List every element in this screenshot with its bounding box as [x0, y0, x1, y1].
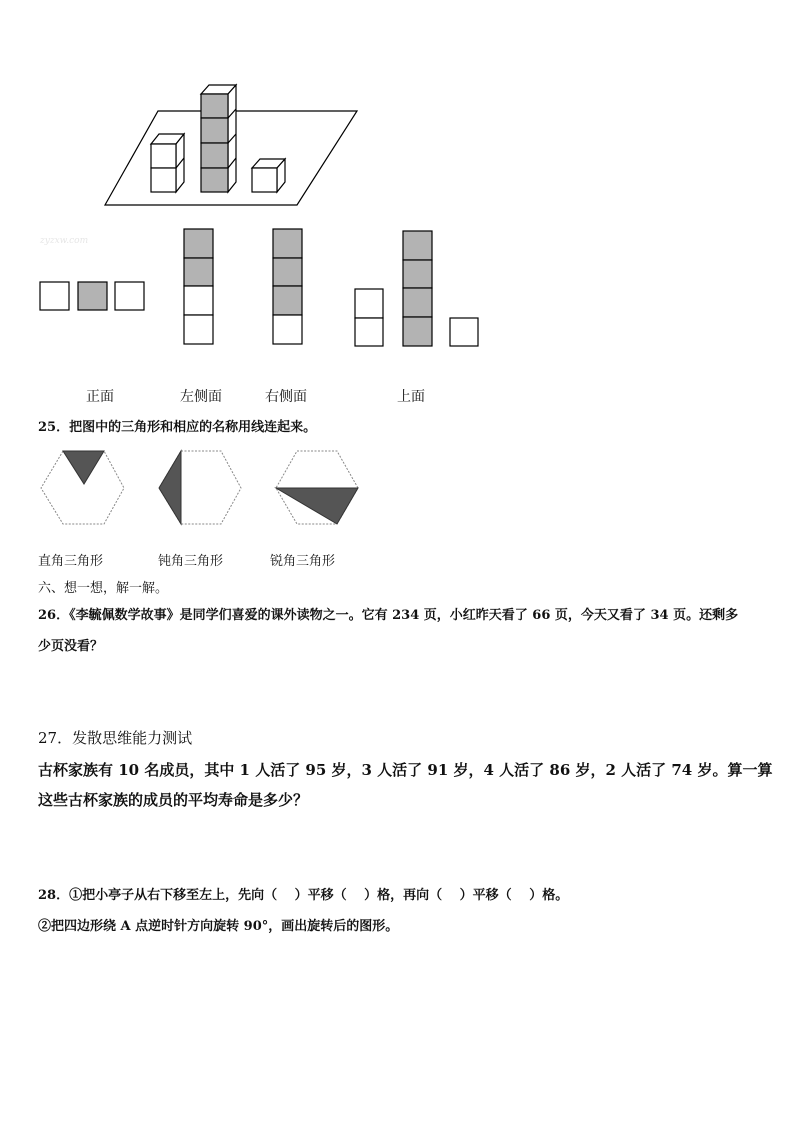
view-label-right: 右侧面 [265, 389, 307, 405]
hexagon-figures [0, 440, 794, 540]
q25-text: 25．把图中的三角形和相应的名称用线连起来。 [38, 420, 317, 435]
views-figure [0, 0, 794, 360]
q26-line2: 少页没看？ [38, 639, 104, 654]
q26-line1: 26．《李毓佩数学故事》是同学们喜爱的课外读物之一。它有 234 页，小红昨天看了 66 页，今天又看了 34 页。还剩多 [38, 608, 739, 623]
triangle-label-obtuse: 钝角三角形 [158, 554, 224, 569]
q28-line2: ②把四边形绕 A 点逆时针方向旋转 90°，画出旋转后的图形。 [38, 919, 399, 934]
q27-line2: 这些古杯家族的成员的平均寿命是多少？ [38, 791, 309, 809]
watermark: zyzxw.com [40, 236, 89, 246]
view-label-left: 左侧面 [180, 389, 222, 405]
q28-line1: 28．①把小亭子从右下移至左上，先向（ ）平移（ ）格，再向（ ）平移（ ）格。 [38, 888, 569, 903]
view-label-top: 上面 [397, 389, 425, 405]
triangle-label-right: 直角三角形 [38, 554, 104, 569]
q27-line1: 古杯家族有 10 名成员，其中 1 人活了 95 岁，3 人活了 91 岁，4 人活了 86 岁，2 人活了 74 岁。算一算 [38, 761, 773, 779]
triangle-label-acute: 锐角三角形 [270, 554, 336, 569]
section-6-heading: 六、想一想，解一解。 [38, 581, 169, 596]
view-label-front: 正面 [86, 389, 114, 405]
q27-title: 27．发散思维能力测试 [38, 729, 193, 747]
